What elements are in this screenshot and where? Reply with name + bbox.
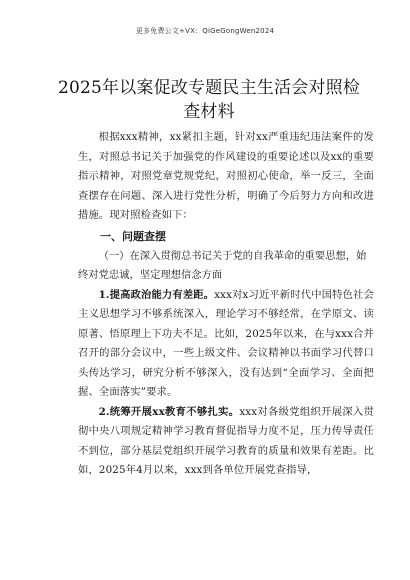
- subsection-heading: （一）在深入贯彻总书记关于党的自我革命的重要思想，始终对党忠诚，坚定理想信念方面: [78, 249, 367, 281]
- document-title: 2025年以案促改专题民主生活会对照检查材料: [57, 78, 361, 122]
- section-heading: 一、问题查摆: [100, 229, 166, 243]
- item-lead-1: 1.提高政治能力有差距。: [98, 288, 215, 301]
- item-text-1: xxx对x习近平新时代中国特色社会主义思想学习不够系统深入，理论学习不够经常，在学原文、读原著、悟原理上下功夫不足。比如，2025年以来，在与xxx合并召开的部分会议中，一些上级文件、会议精神以书面学习代替口头传达学习，研究分析不够深入，没有达到“全面学习、全面把握、全面落实”要求。: [78, 288, 374, 398]
- item-paragraph-2: [78, 403, 374, 481]
- intro-paragraph: 根据xxx精神，xx紧扣主题，针对xx严重违纪违法案件的发生，对照总书记关于加强党的作风建设的重要论述以及xx的重要指示精神，对照党章党规党纪，对照初心使命，举一反三，全面查摆存在问题、深入进行党性分析，明确了今后努力方向和改进措施。现对照检查如下：: [78, 131, 374, 221]
- item-text-2: xxx对各级党组织开展深入贯彻中央八项规定精神学习教育督促指导力度不足，压力传导责任不到位，部分基层党组织开展学习教育的质量和效果有差距。比如，2025年4月以来，xxx到各单位开展党查指导，: [78, 405, 374, 476]
- document-body: [78, 128, 374, 481]
- watermark: 更多免费公文+VX：QiGeGongWen2024: [135, 27, 275, 35]
- item-paragraph-1: [78, 286, 374, 403]
- item-lead-2: 2.统筹开展xx教育不够扎实。: [98, 405, 240, 418]
